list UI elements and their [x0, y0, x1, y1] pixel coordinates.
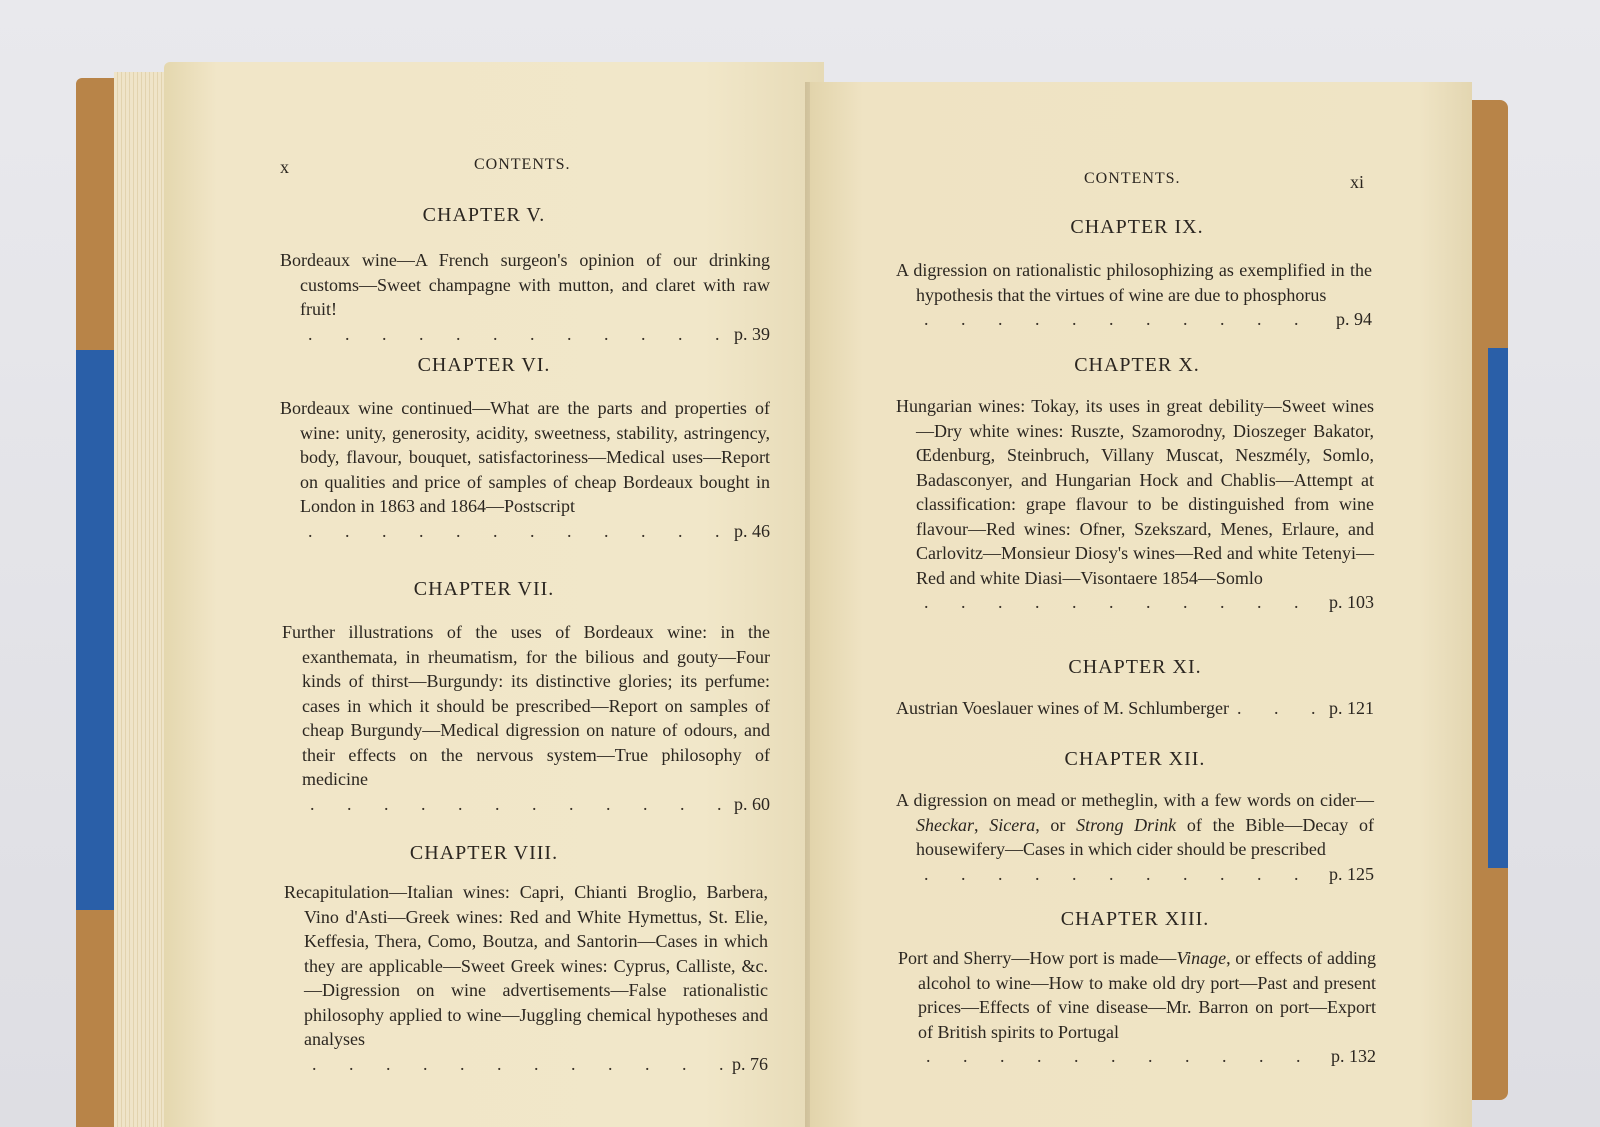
chapter-heading: CHAPTER XII. [1064, 748, 1206, 770]
page-ref: p. 39 [734, 323, 770, 344]
page-ref: p. 103 [1329, 592, 1374, 612]
page-ref: p. 60 [734, 793, 770, 814]
running-head-left: CONTENTS. [474, 156, 571, 173]
toc-dotline [896, 590, 1374, 615]
dot-leader [308, 322, 726, 347]
toc-entry [896, 788, 1374, 886]
chapter-heading: CHAPTER V. [422, 204, 546, 226]
chapter-heading: CHAPTER X. [1074, 354, 1200, 376]
page-ref: p. 125 [1329, 863, 1374, 884]
chapter-heading: CHAPTER VII. [413, 578, 555, 600]
chapter-heading: CHAPTER VIII. [409, 842, 559, 864]
toc-dotline [282, 792, 770, 817]
dot-leader [924, 862, 1321, 887]
dot-leader [308, 519, 726, 544]
page-ref: p. 121 [1329, 698, 1374, 718]
dot-leader [924, 590, 1321, 615]
page-ref: p. 132 [1331, 1046, 1376, 1066]
toc-entry [896, 394, 1374, 615]
toc-entry [282, 620, 770, 816]
toc-entry [896, 258, 1372, 332]
toc-dotline [280, 322, 770, 347]
text-run: , [973, 814, 990, 835]
chapter-heading: CHAPTER XIII. [1060, 908, 1210, 930]
page-number-left: x [280, 157, 289, 177]
page-ref: p. 94 [1336, 309, 1372, 329]
page-number-right: xi [1350, 172, 1365, 192]
toc-entry-text: Recapitulation—Italian wines: Capri, Chianti Broglio, Barbera, Vino d'Asti—Greek wines: Red and White Hymettus, St. Elie, Keffesia, Thera, Como, Boutza, and Santorin—Cases in which they are applicable—Sweet Greek wines: Cyprus, Calliste, &c.—Digression on wine advertisements—False rationalistic philosophy applied to wine—Juggling chemical hypotheses and analyses [284, 882, 768, 1049]
text-run: , or [1035, 814, 1077, 835]
toc-entry-text: Austrian Voeslauer wines of M. Schlumberger [896, 698, 1229, 718]
text-run: Port and Sherry—How port is made— [898, 948, 1177, 968]
chapter-heading: CHAPTER XI. [1068, 656, 1202, 678]
left-page [164, 62, 824, 1127]
toc-entry-text: Hungarian wines: Tokay, its uses in great debility—Sweet wines—Dry white wines: Ruszte, Szamorodny, Dioszeger Bakator, Œdenburg, Steinbruch, Villany Muscat, Neszmély, Somlo, Badasconyer, and Hungarian Hock and Chablis—Attempt at classification: grape flavour to be distinguished from wine flavour—Red wines: Ofner, Szekszard, Menes, Erlaure, and Carlovitz—Monsieur Diosy's wines—Red and white Tetenyi—Red and white Diasi—Visontaere 1854—Somlo [896, 396, 1374, 588]
toc-entry [280, 396, 770, 543]
cover-cloth-left [76, 350, 114, 910]
dot-leader [310, 792, 726, 817]
chapter-heading: CHAPTER VI. [417, 354, 551, 376]
page-ref: p. 46 [734, 520, 770, 541]
cover-cloth-right [1488, 348, 1508, 868]
right-page [810, 82, 1472, 1127]
toc-entry-text: A digression on rationalistic philosophizing as exemplified in the hypothesis that the virtues of wine are due to phosphorus [896, 260, 1372, 305]
toc-dotline [896, 696, 1374, 721]
toc-entry-text: Bordeaux wine continued—What are the parts and properties of wine: unity, generosity, acidity, sweetness, stability, astringency, body, flavour, bouquet, satisfactoriness—Medical uses—Report on qualities and price of samples of cheap Bordeaux bought in London in 1863 and 1864—Postscript [280, 398, 770, 516]
page-ref: p. 76 [732, 1053, 768, 1074]
toc-entry [284, 880, 768, 1076]
dot-leader [924, 307, 1328, 332]
dot-leader [1237, 696, 1321, 721]
italic-run: Sheckar [916, 814, 974, 835]
text-run: , or effects of adding alcohol to wine—How to make old dry port—Past and present prices—Effects of vine disease—Mr. Barron on port—Export of British spirits to Portugal [918, 948, 1376, 1042]
italic-run: Vinage [1176, 948, 1227, 968]
toc-dotline [284, 1052, 768, 1077]
toc-entry-text: Further illustrations of the uses of Bordeaux wine: in the exanthemata, in rheumatism, for the bilious and gouty—Four kinds of thirst—Burgundy: its distinctive glories; its perfume: cases in which it should be prescribed—Report on samples of cheap Burgundy—Medical digression on nature of odours, and their effects on the nervous system—True philosophy of medicine [282, 622, 770, 789]
text-run: A digression on mead or metheglin, with a few words on cider— [896, 790, 1374, 810]
toc-dotline [280, 519, 770, 544]
toc-entry-text: Bordeaux wine—A French surgeon's opinion of our drinking customs—Sweet champagne with mutton, and claret with raw fruit! [280, 250, 770, 319]
chapter-heading: CHAPTER IX. [1070, 216, 1204, 238]
toc-entry-text [898, 946, 1376, 1044]
toc-entry [280, 248, 770, 346]
book-cover-right [1470, 100, 1508, 1100]
toc-entry-text [896, 788, 1374, 862]
dot-leader [926, 1044, 1323, 1069]
toc-dotline [896, 862, 1374, 887]
dot-leader [312, 1052, 724, 1077]
italic-run: Strong Drink [1076, 814, 1177, 835]
running-head-right: CONTENTS. [1084, 170, 1181, 187]
italic-run: Sicera [989, 814, 1036, 835]
toc-dotline [896, 307, 1372, 332]
toc-entry [898, 946, 1376, 1069]
toc-entry [896, 696, 1374, 721]
toc-dotline [898, 1044, 1376, 1069]
text-run: of the Bible—Decay of housewifery—Cases in which cider should be prescribed [916, 814, 1374, 859]
